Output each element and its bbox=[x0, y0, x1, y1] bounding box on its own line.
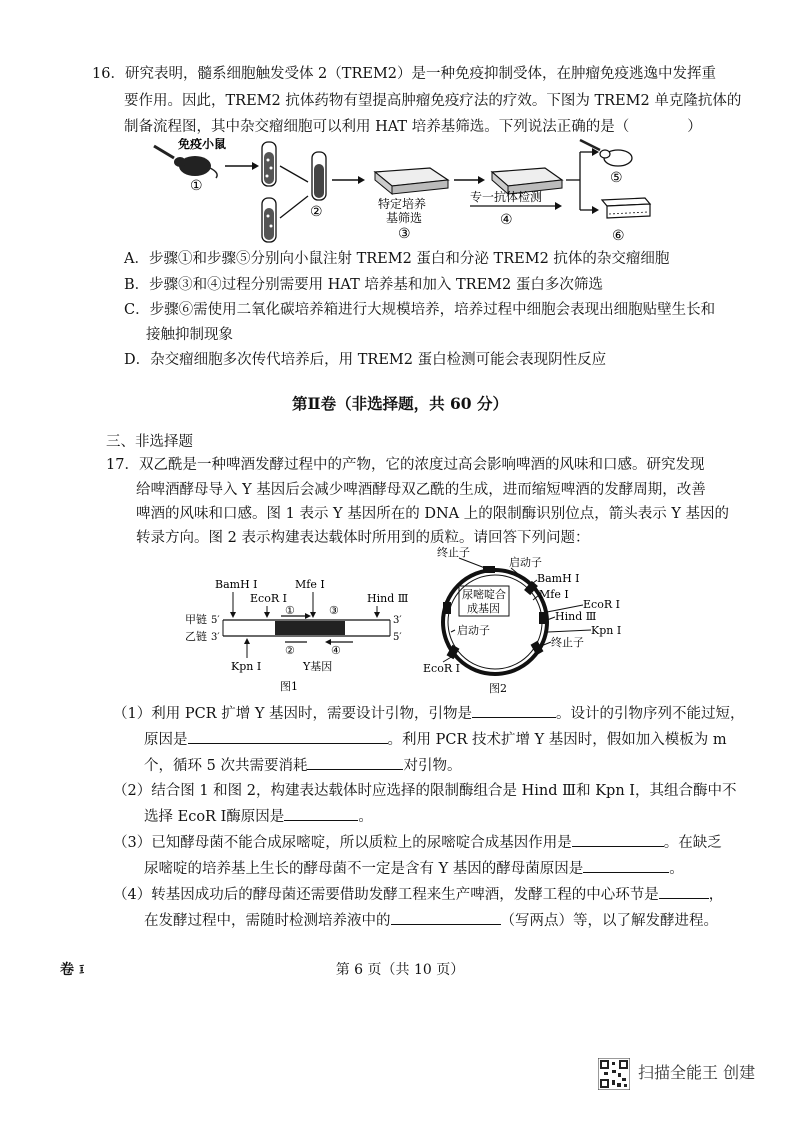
q16-line2: 要作用。因此，TREM2 抗体药物有望提高肿瘤免疫疗法的疗效。下图为 TREM2 单克隆抗体的 bbox=[124, 93, 742, 109]
q17-p1-line3: 个，循环 5 次共需要消耗 对引物。 bbox=[144, 755, 461, 776]
answer-blank-reason[interactable] bbox=[188, 729, 388, 744]
q16-option-a: A．步骤①和步骤⑤分别向小鼠注射 TREM2 蛋白和分泌 TREM2 抗体的杂交瘤细胞 bbox=[124, 251, 670, 267]
fig1-circle2: ② bbox=[285, 644, 295, 657]
fig1-circle1: ① bbox=[285, 604, 295, 617]
culture-plate-icon bbox=[375, 168, 448, 194]
fig2-hindiii-label: Hind Ⅲ bbox=[555, 610, 597, 623]
fig2-terminator2-label: 终止子 bbox=[551, 636, 584, 649]
q16-option-c-line1: C．步骤⑥需使用二氧化碳培养箱进行大规模培养，培养过程中细胞会表现出细胞贴壁生长和 bbox=[124, 302, 716, 318]
step3-label: ③ bbox=[398, 226, 411, 242]
q17-line2: 给啤酒酵母导入 Y 基因后会减少啤酒酵母双乙酰的生成，进而缩短啤酒的发酵周期，改善 bbox=[136, 482, 706, 498]
q17-p2-line2: 选择 EcoR Ⅰ酶原因是 。 bbox=[144, 806, 373, 827]
box1-line2: 基筛选 bbox=[386, 211, 423, 225]
fig1-three-prime-b: 3′ bbox=[211, 632, 220, 643]
q17-p1-line1: （1）利用 PCR 扩增 Y 基因时，需要设计引物，引物是 。设计的引物序列不能过短， bbox=[113, 703, 745, 724]
q16-option-d: D．杂交瘤细胞多次传代培养后，用 TREM2 蛋白检测可能会表现阴性反应 bbox=[124, 352, 607, 368]
q17-p4-line2: 在发酵过程中，需随时检测培养液中的 （写两点）等，以了解发酵进程。 bbox=[144, 910, 718, 931]
fig1-circle4: ④ bbox=[331, 644, 341, 657]
section2-title: 第Ⅱ卷（非选择题，共 60 分） bbox=[292, 394, 508, 413]
section3-title: 三、非选择题 bbox=[106, 434, 193, 450]
fig2-ecori-right-label: EcoR Ⅰ bbox=[583, 598, 620, 611]
fig1-five-prime-b: 5′ bbox=[393, 632, 402, 643]
q16-line3: 制备流程图，其中杂交瘤细胞可以利用 HAT 培养基筛选。下列说法正确的是（ ） bbox=[124, 119, 702, 135]
q16-line1: 16．研究表明，髓系细胞触发受体 2（TREM2）是一种免疫抑制受体，在肿瘤免疫逃逸中发挥重 bbox=[92, 66, 717, 82]
monoclonal-antibody-flow-diagram bbox=[140, 138, 660, 246]
mouse-label: 免疫小鼠 bbox=[178, 138, 227, 151]
fusion-tube-icon bbox=[312, 152, 326, 200]
step4-label: ④ bbox=[500, 212, 513, 228]
q16-option-c-line2: 接触抑制现象 bbox=[146, 327, 233, 343]
fig2-uracil-line1: 尿嘧啶合 bbox=[462, 588, 506, 601]
test-tube-icon bbox=[262, 142, 276, 186]
step6-label: ⑥ bbox=[612, 228, 625, 244]
box1-line1: 特定培养 bbox=[378, 197, 427, 211]
y-gene-block bbox=[275, 621, 345, 635]
answer-blank-uracil-role[interactable] bbox=[572, 832, 664, 847]
footer-left-mark: 卷 ፤ bbox=[60, 962, 85, 978]
fig2-promoter1-label: 启动子 bbox=[509, 556, 542, 569]
answer-blank-primer-count[interactable] bbox=[307, 755, 403, 770]
fig2-caption: 图2 bbox=[489, 682, 507, 695]
fig1-three-prime-a: 3′ bbox=[393, 615, 402, 626]
q17-line4: 转录方向。图 2 表示构建表达载体时所用到的质粒。请回答下列问题： bbox=[136, 530, 590, 546]
scanner-watermark: 扫描全能王 创建 bbox=[638, 1063, 756, 1082]
fig2-bamhi-label: BamH Ⅰ bbox=[537, 572, 580, 585]
fig2-terminator1-label: 终止子 bbox=[437, 546, 470, 559]
answer-blank-core-step[interactable] bbox=[659, 884, 709, 899]
step5-label: ⑤ bbox=[610, 170, 623, 186]
q17-p3-line2: 尿嘧啶的培养基上生长的酵母菌不一定是含有 Y 基因的酵母菌原因是 。 bbox=[144, 858, 684, 879]
q17-p3-line1: （3）已知酵母菌不能合成尿嘧啶，所以质粒上的尿嘧啶合成基因作用是 。在缺乏 bbox=[113, 832, 722, 853]
figure1-dna-sites bbox=[185, 560, 415, 695]
q16-option-b: B．步骤③和④过程分别需要用 HAT 培养基和加入 TREM2 蛋白多次筛选 bbox=[124, 277, 603, 293]
fig1-five-prime-a: 5′ bbox=[211, 615, 220, 626]
q17-p4-line1: （4）转基因成功后的酵母菌还需要借助发酵工程来生产啤酒，发酵工程的中心环节是 ， bbox=[113, 884, 723, 905]
fig2-mfei-label: Mfe Ⅰ bbox=[539, 588, 569, 601]
culture-flask-icon bbox=[602, 198, 650, 218]
q17-p1-line2: 原因是 。利用 PCR 技术扩增 Y 基因时，假如加入模板为 m bbox=[144, 729, 727, 750]
q17-p2-line1: （2）结合图 1 和图 2，构建表达载体时应选择的限制酶组合是 Hind Ⅲ和 Kpn Ⅰ，其组合酶中不 bbox=[113, 783, 737, 799]
qr-code-icon bbox=[598, 1058, 630, 1090]
step1-label: ① bbox=[190, 178, 203, 194]
fig1-ecori-label: EcoR Ⅰ bbox=[250, 592, 287, 605]
fig1-kpni-label: Kpn Ⅰ bbox=[231, 660, 262, 673]
page-number: 第 6 页（共 10 页） bbox=[335, 962, 465, 978]
q17-line1: 17．双乙酰是一种啤酒发酵过程中的产物，它的浓度过高会影响啤酒的风味和口感。研究发现 bbox=[106, 457, 705, 473]
fig1-caption: 图1 bbox=[280, 680, 298, 693]
fig1-mfei-label: Mfe Ⅰ bbox=[295, 578, 325, 591]
answer-blank-uracil-reason[interactable] bbox=[583, 858, 669, 873]
test-tube-icon bbox=[262, 198, 276, 242]
fig1-circle3: ③ bbox=[329, 604, 339, 617]
fig1-gene-label: Y基因 bbox=[303, 660, 333, 673]
fig1-chain-a-label: 甲链 bbox=[185, 613, 207, 626]
fig1-bamhi-label: BamH Ⅰ bbox=[215, 578, 258, 591]
mouse-icon bbox=[580, 140, 632, 166]
answer-blank-ecori-reason[interactable] bbox=[284, 806, 358, 821]
fig1-hindiii-label: Hind Ⅲ bbox=[367, 592, 409, 605]
step2-label: ② bbox=[310, 204, 323, 220]
answer-blank-primer[interactable] bbox=[472, 703, 556, 718]
fig1-chain-b-label: 乙链 bbox=[185, 630, 207, 643]
fig2-kpni-label: Kpn Ⅰ bbox=[591, 624, 622, 637]
answer-blank-monitor[interactable] bbox=[391, 910, 501, 925]
fig2-ecori-left-label: EcoR Ⅰ bbox=[423, 662, 460, 675]
fig2-uracil-line2: 成基因 bbox=[467, 602, 500, 615]
box2-label: 专一抗体检测 bbox=[470, 190, 543, 204]
fig2-promoter2-label: 启动子 bbox=[457, 624, 490, 637]
q17-line3: 啤酒的风味和口感。图 1 表示 Y 基因所在的 DNA 上的限制酶识别位点，箭头表示 Y 基因的 bbox=[136, 506, 730, 522]
figure2-plasmid bbox=[415, 542, 635, 702]
